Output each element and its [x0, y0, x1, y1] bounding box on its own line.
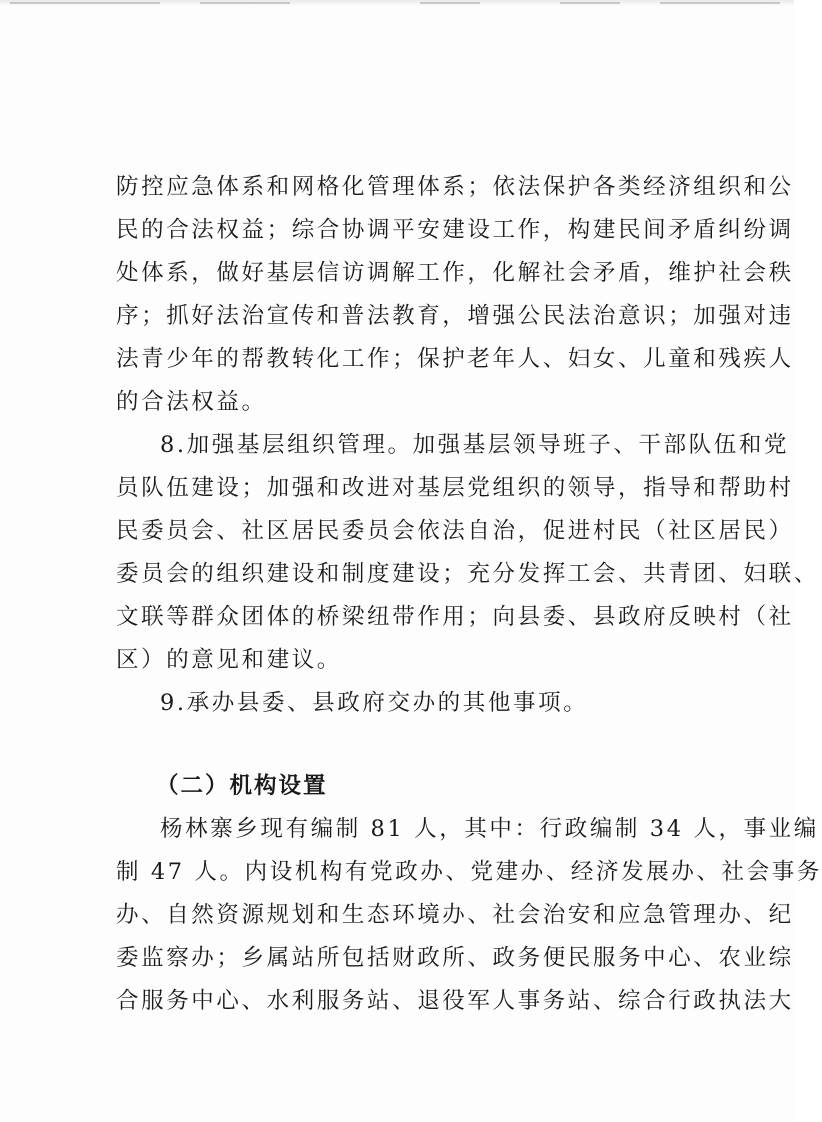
text-line: 区）的意见和建议。: [116, 647, 342, 673]
item-8-paragraph: [116, 424, 819, 682]
text-line: 法青少年的帮教转化工作；保护老年人、妇女、儿童和残疾人: [116, 346, 794, 372]
text-line: 杨林寨乡现有编制 81 人，其中：行政编制 34 人，事业编: [160, 816, 819, 842]
text-line: 民的合法权益；综合协调平安建设工作，构建民间矛盾纠纷调: [116, 217, 794, 243]
section-spacer: [116, 725, 690, 765]
section-body-paragraph: [116, 808, 822, 1023]
scan-mark: [10, 2, 160, 4]
text-line: 制 47 人。内设机构有党政办、党建办、经济发展办、社会事务: [116, 859, 822, 885]
document-body: [116, 166, 822, 1023]
text-line: 序；抓好法治宣传和普法教育，增强公民法治意识；加强对违: [116, 303, 794, 329]
text-line: 8.加强基层组织管理。加强基层领导班子、干部队伍和党: [160, 432, 790, 458]
scan-mark: [200, 2, 290, 4]
scan-mark: [420, 2, 480, 4]
text-line: 处体系，做好基层信访调解工作，化解社会矛盾，维护社会秩: [116, 260, 794, 286]
text-line: 9.承办县委、县政府交办的其他事项。: [160, 690, 589, 716]
continued-paragraph: [116, 166, 794, 424]
text-line: 的合法权益。: [116, 389, 267, 415]
section-heading: （二）机构设置: [156, 773, 328, 799]
text-line: 民委员会、社区居民委员会依法自治，促进村民（社区居民）: [116, 518, 794, 544]
scan-mark: [660, 2, 780, 4]
text-line: 员队伍建设；加强和改进对基层党组织的领导，指导和帮助村: [116, 475, 794, 501]
text-line: 文联等群众团体的桥梁纽带作用；向县委、县政府反映村（社: [116, 604, 794, 630]
text-line: 防控应急体系和网格化管理体系；依法保护各类经济组织和公: [116, 174, 794, 200]
item-9-paragraph: [116, 682, 690, 725]
text-line: 合服务中心、水利服务站、退役军人事务站、综合行政执法大: [116, 988, 794, 1014]
text-line: 委监察办；乡属站所包括财政所、政务便民服务中心、农业综: [116, 945, 794, 971]
text-line: 委员会的组织建设和制度建设；充分发挥工会、共青团、妇联、: [116, 561, 819, 587]
scan-mark: [560, 2, 620, 4]
text-line: 办、自然资源规划和生态环境办、社会治安和应急管理办、纪: [116, 902, 794, 928]
